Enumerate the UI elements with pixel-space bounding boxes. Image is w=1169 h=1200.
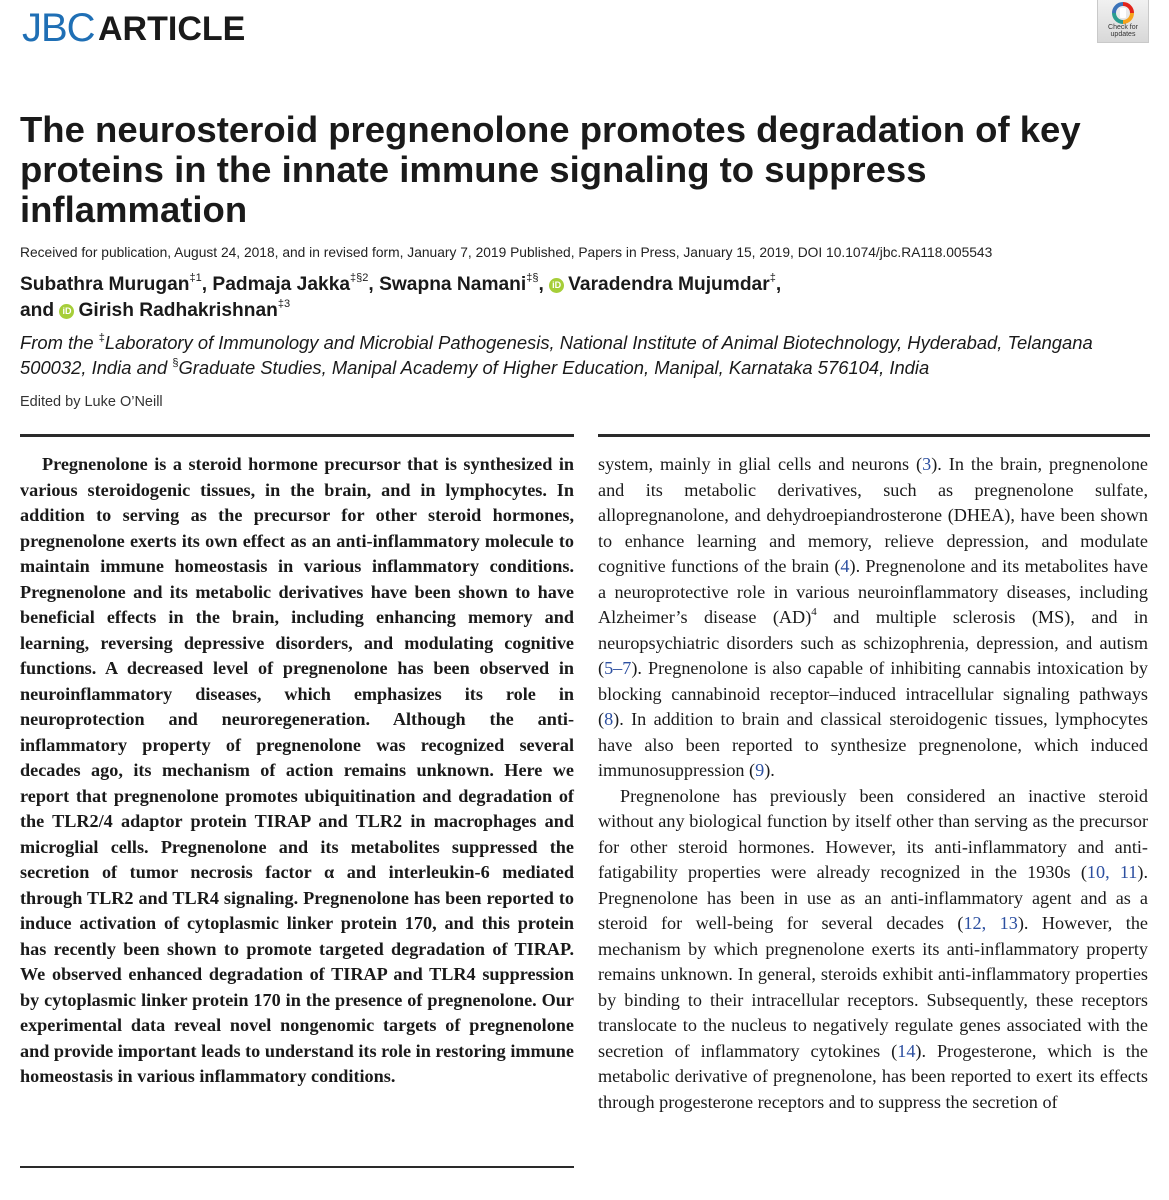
body-text: ). However, the mechanism by which pregnenolone exerts its anti-inflammatory property remains unknown. In general, steroids exhibit anti-inflammatory properties by binding to their intracellular receptors. Subsequently, these receptors translocate to the nucleus to negatively regulate genes associated with the secretion of inflammatory cytokines ( <box>598 913 1148 1061</box>
affiliation-text: Laboratory of Immunology and Microbial Pathogenesis, National Institute of Animal Biotechnology, Hyderabad, Telangana 500032, India and <box>20 332 1093 378</box>
body-text: ). Pregnenolone is also capable of inhibiting cannabis intoxication by blocking cannabinoid receptor–induced intracellular signaling pathways ( <box>598 658 1148 729</box>
affiliations <box>20 330 1160 380</box>
body-text: ). In the brain, pregnenolone and its metabolic derivatives, such as pregnenolone sulfate, allopregnanolone, and dehydroepiandrosterone (DHEA), have been shown to enhance learning and memory, relieve depression, and modulate cognitive functions of the brain ( <box>598 454 1148 576</box>
abstract-bottom-rule <box>20 1166 574 1168</box>
check-for-updates-icon <box>1112 2 1134 24</box>
body-text: ). Progesterone, which is the metabolic derivative of pregnenolone, has been reported to exert its effects through progesterone receptors and to suppress the secretion of <box>598 1040 1148 1112</box>
orcid-icon[interactable]: iD <box>59 304 74 319</box>
author-name[interactable]: Girish Radhakrishnan <box>78 300 278 321</box>
author-name[interactable]: Padmaja Jakka <box>212 274 351 295</box>
journal-logo: JBC <box>22 6 95 50</box>
affiliation-text: From the <box>20 332 99 353</box>
reference-link[interactable]: 4 <box>840 556 850 576</box>
orcid-icon[interactable]: iD <box>549 278 564 293</box>
reference-link[interactable]: 3 <box>922 454 932 474</box>
edited-by: Edited by Luke O’Neill <box>20 394 163 410</box>
check-for-updates-badge[interactable] <box>1097 0 1149 43</box>
author-name[interactable]: Subathra Murugan <box>20 274 190 295</box>
section-label: ARTICLE <box>98 10 246 48</box>
body-text: ). Pregnenolone has been in use as an anti-inflammatory agent and as a steroid for well-being for several decades ( <box>598 862 1148 933</box>
body-text: ). Pregnenolone and its metabolites have a neuroprotective role in various neuroinflammatory diseases, including Alzheimer’s disease (AD) <box>598 556 1148 627</box>
abstract-top-rule <box>20 434 574 437</box>
body-text: ). In addition to brain and classical steroidogenic tissues, lymphocytes have also been reported to synthesize pregnenolone, which induced immunosuppression ( <box>598 709 1148 780</box>
author-conjunction: and <box>20 300 55 321</box>
author-affiliation-mark: ‡3 <box>277 298 291 310</box>
badge-line-2: updates <box>1110 31 1136 38</box>
author-affiliation-mark: ‡§ <box>526 272 539 284</box>
author-affiliation-mark: ‡ <box>769 272 776 284</box>
author-affiliation-mark: ‡1 <box>189 272 202 284</box>
author-list: Subathra Murugan$^{\ddagger 1}$, Padmaja Jakka$^{\ddagger\S 2}$, Swapna Namani‡§, iD Varadendra Mujumdar‡, and iD Girish Radhakrishnan$^{\ddagger 3}$ <box>20 272 782 321</box>
body-paragraph <box>598 452 1148 784</box>
body-paragraph <box>598 784 1148 1116</box>
reference-link[interactable]: 12, 13 <box>963 913 1018 933</box>
article-title: The neurosteroid pregnenolone promotes degradation of key proteins in the innate immune signaling to suppress inflammation <box>20 109 1081 230</box>
body-text: ). <box>764 760 775 780</box>
body-text-column <box>598 452 1148 1115</box>
body-top-rule <box>598 434 1150 437</box>
author-name[interactable]: Swapna Namani <box>379 274 527 295</box>
body-text: system, mainly in glial cells and neurons ( <box>598 454 923 474</box>
author-affiliation-mark: ‡§2 <box>350 272 369 284</box>
affiliation-mark: ‡ <box>98 332 105 344</box>
badge-line-1: Check for <box>1108 24 1138 31</box>
reference-link[interactable]: 5–7 <box>604 658 632 678</box>
body-text: Pregnenolone has previously been considered an inactive steroid without any biological function by itself other than serving as the precursor for other steroid hormones. However, its anti-inflammatory and anti-fatigability properties were already recognized in the 1930s ( <box>598 785 1148 882</box>
reference-link[interactable]: 9 <box>755 760 765 780</box>
affiliation-mark: § <box>172 357 179 369</box>
body-text: and multiple sclerosis (MS), and in neuropsychiatric disorders such as schizophrenia, depression, and autism ( <box>598 607 1149 678</box>
publication-dates: Received for publication, August 24, 2018, and in revised form, January 7, 2019 Published, Papers in Press, January 15, 2019, DOI 10.1074/jbc.RA118.005543 <box>20 245 993 260</box>
author-name[interactable]: Varadendra Mujumdar <box>568 274 770 295</box>
abstract: Pregnenolone is a steroid hormone precursor that is synthesized in various steroidogenic tissues, in the brain, and in lymphocytes. In addition to serving as the precursor for other steroid hormones, pregnenolone exerts its own effect as an anti-inflammatory molecule to maintain immune homeostasis in various inflammatory conditions. Pregnenolone and its metabolic derivatives have been shown to have beneficial effects in the brain, including enhancing memory and learning, reversing depressive disorders, and modulating cognitive functions. A decreased level of pregnenolone has been observed in neuroinflammatory diseases, which emphasizes its role in neuroprotection and neuroregeneration. Although the anti-inflammatory property of pregnenolone was recognized several decades ago, its mechanism of action remains unknown. Here we report that pregnenolone promotes ubiquitination and degradation of the TLR2/4 adaptor protein TIRAP and TLR2 in macrophages and microglial cells. Pregnenolone and its metabolites suppressed the secretion of tumor necrosis factor α and interleukin-6 mediated through TLR2 and TLR4 signaling. Pregnenolone has been reported to induce activation of cytoplasmic linker protein 170, and this protein has recently been shown to promote targeted degradation of TIRAP. We observed enhanced degradation of TIRAP and TLR4 suppression by cytoplasmic linker protein 170 in the presence of pregnenolone. Our experimental data reveal novel nongenomic targets of pregnenolone and provide important leads to understand its role in restoring immune homeostasis in various inflammatory conditions. <box>20 454 574 1086</box>
reference-link[interactable]: 14 <box>897 1040 916 1061</box>
reference-link[interactable]: 8 <box>604 709 614 729</box>
affiliation-text: Graduate Studies, Manipal Academy of Higher Education, Manipal, Karnataka 576104, India <box>178 357 930 378</box>
reference-link[interactable]: 10, 11 <box>1086 862 1138 882</box>
footnote-mark[interactable]: 4 <box>811 606 817 618</box>
